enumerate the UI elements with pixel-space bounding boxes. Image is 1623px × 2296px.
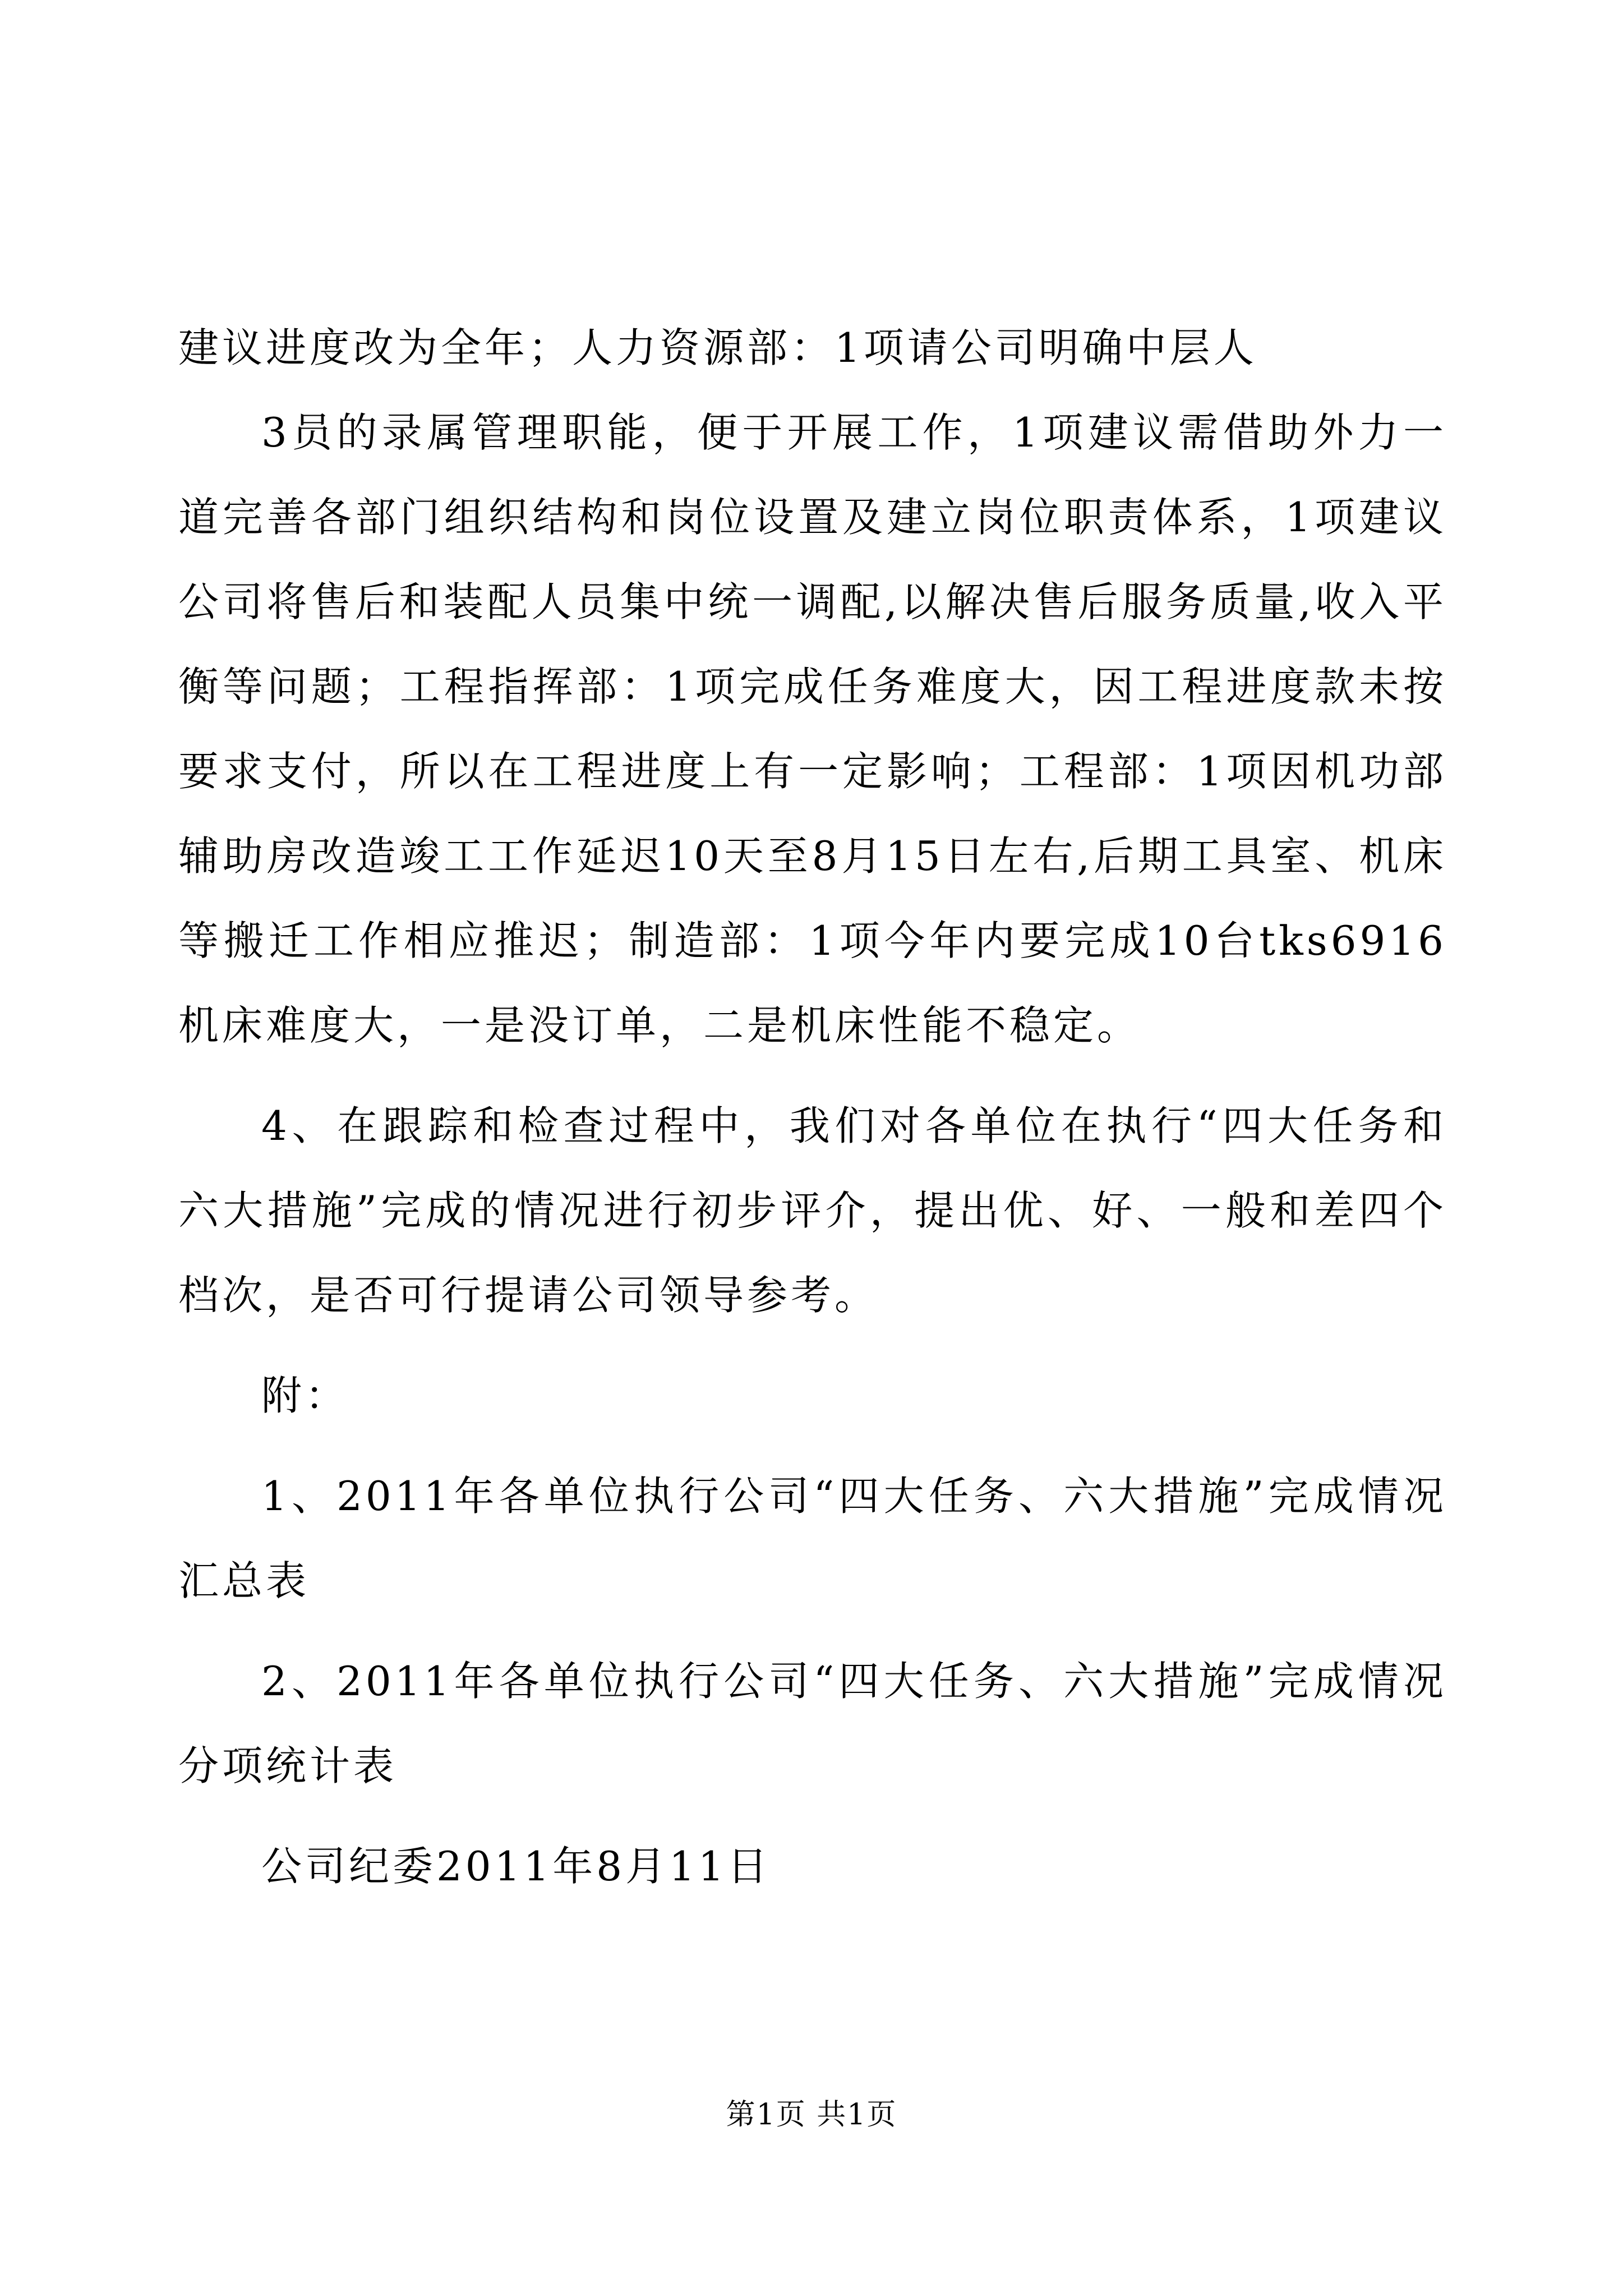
attachment-heading: 附：	[261, 1372, 349, 1419]
page-number-footer: 第1页 共1页	[726, 2098, 897, 2132]
signature-date: 公司纪委2011年8月11日	[261, 1843, 771, 1890]
paragraph-department-feedback: 3员的录属管理职能，便于开展工作，1项建议需借助外力一道完善各部门组织结构和岗位设置及建立岗位职责体系，1项建议公司将售后和装配人员集中统一调配,以解决售后服务质量,收入平衡等问题；工程指挥部：1项完成任务难度大，因工程进度款未按要求支付，所以在工程进度上有一定影响；工程部：1项因机功部辅助房改造竣工工作延迟10天至8月15日左右,后期工具室、机床等搬迁工作相应推迟；制造部：1项今年内要完成10台tks6916机床难度大，一是没订单，二是机床性能不稳定。	[178, 409, 1447, 1049]
attachment-item-2: 2、2011年各单位执行公司“四大任务、六大措施”完成情况分项统计表	[178, 1658, 1447, 1789]
paragraph-evaluation: 4、在跟踪和检查过程中，我们对各单位在执行“四大任务和六大措施”完成的情况进行初步评介，提出优、好、一般和差四个档次，是否可行提请公司领导参考。	[178, 1102, 1447, 1319]
attachment-item-1: 1、2011年各单位执行公司“四大任务、六大措施”完成情况汇总表	[178, 1473, 1447, 1604]
paragraph-continuation: 建议进度改为全年；人力资源部：1项请公司明确中层人	[178, 324, 1257, 371]
document-body	[178, 306, 1447, 1909]
